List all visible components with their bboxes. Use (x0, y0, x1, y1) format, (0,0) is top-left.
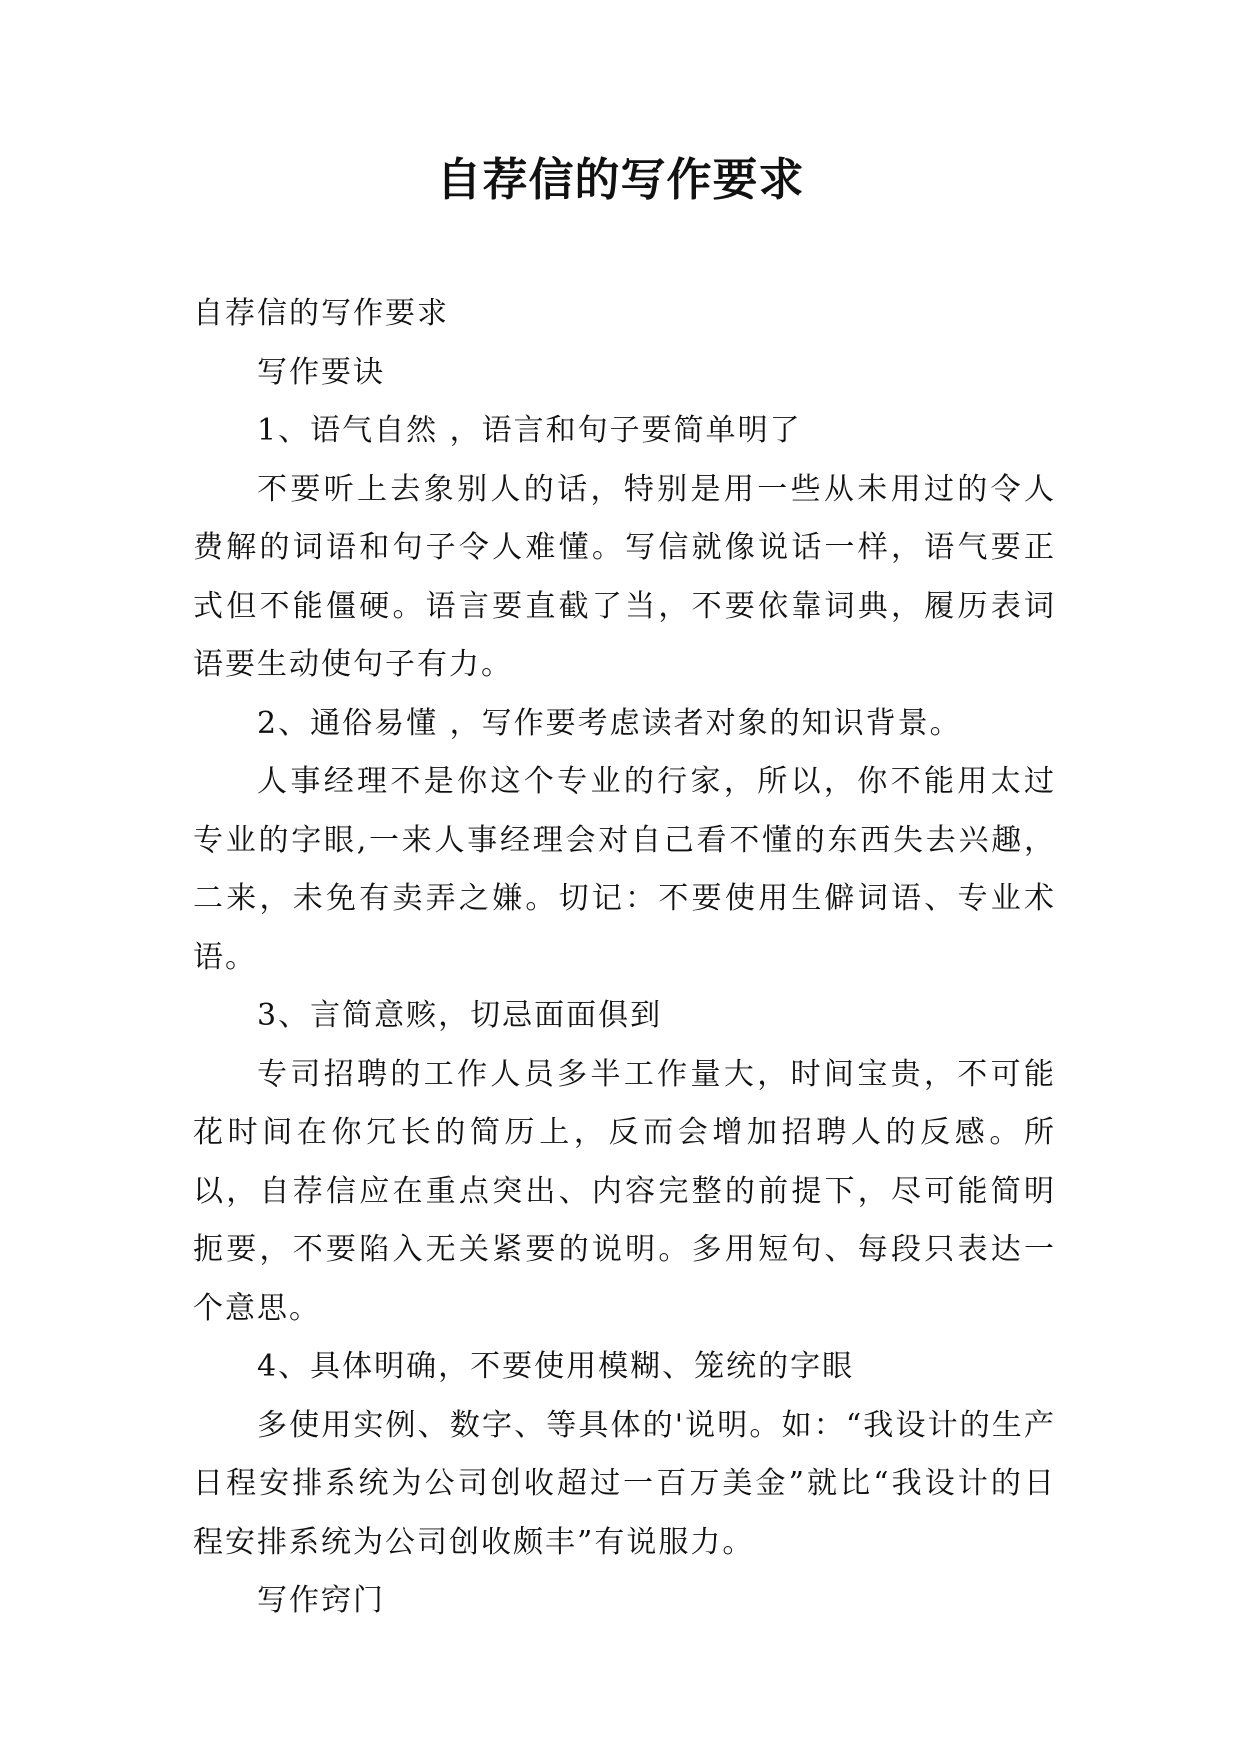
paragraph: 不要听上去象别人的话，特别是用一些从未用过的令人费解的词语和句子令人难懂。写信就像说话一样，语气要正式但不能僵硬。语言要直截了当，不要依靠词典，履历表词语要生动使句子有力。 (193, 471, 1056, 682)
paragraph: 专司招聘的工作人员多半工作量大，时间宝贵，不可能花时间在你冗长的简历上，反而会增加招聘人的反感。所以，自荐信应在重点突出、内容完整的前提下，尽可能简明扼要，不要陷入无关紧要的说明。多用短句、每段只表达一个意思。 (193, 1056, 1056, 1326)
section-heading-tips: 写作要诀 (257, 354, 385, 390)
body-heading: 自荐信的写作要求 (193, 296, 449, 331)
paragraph: 多使用实例、数字、等具体的'说明。如：“我设计的生产日程安排系统为公司创收超过一百万美金”就比“我设计的日程安排系统为公司创收颇丰”有说服力。 (193, 1407, 1056, 1560)
section-heading-tricks: 写作窍门 (257, 1583, 385, 1618)
document-title: 自荐信的写作要求 (436, 153, 805, 206)
point-heading-3: 3、言简意赅，切忌面面俱到 (257, 998, 663, 1033)
point-heading-4: 4、具体明确，不要使用模糊、笼统的字眼 (257, 1349, 855, 1384)
point-heading-2: 2、通俗易懂 ，写作要考虑读者对象的知识背景。 (257, 705, 962, 741)
point-heading-1: 1、语气自然 ，语言和句子要简单明了 (257, 413, 802, 448)
paragraph: 人事经理不是你这个专业的行家，所以，你不能用太过专业的字眼,一来人事经理会对自己看不懂的东西失去兴趣，二来，未免有卖弄之嫌。切记：不要使用生僻词语、专业术语。 (193, 764, 1056, 975)
document-body (193, 285, 1056, 1631)
